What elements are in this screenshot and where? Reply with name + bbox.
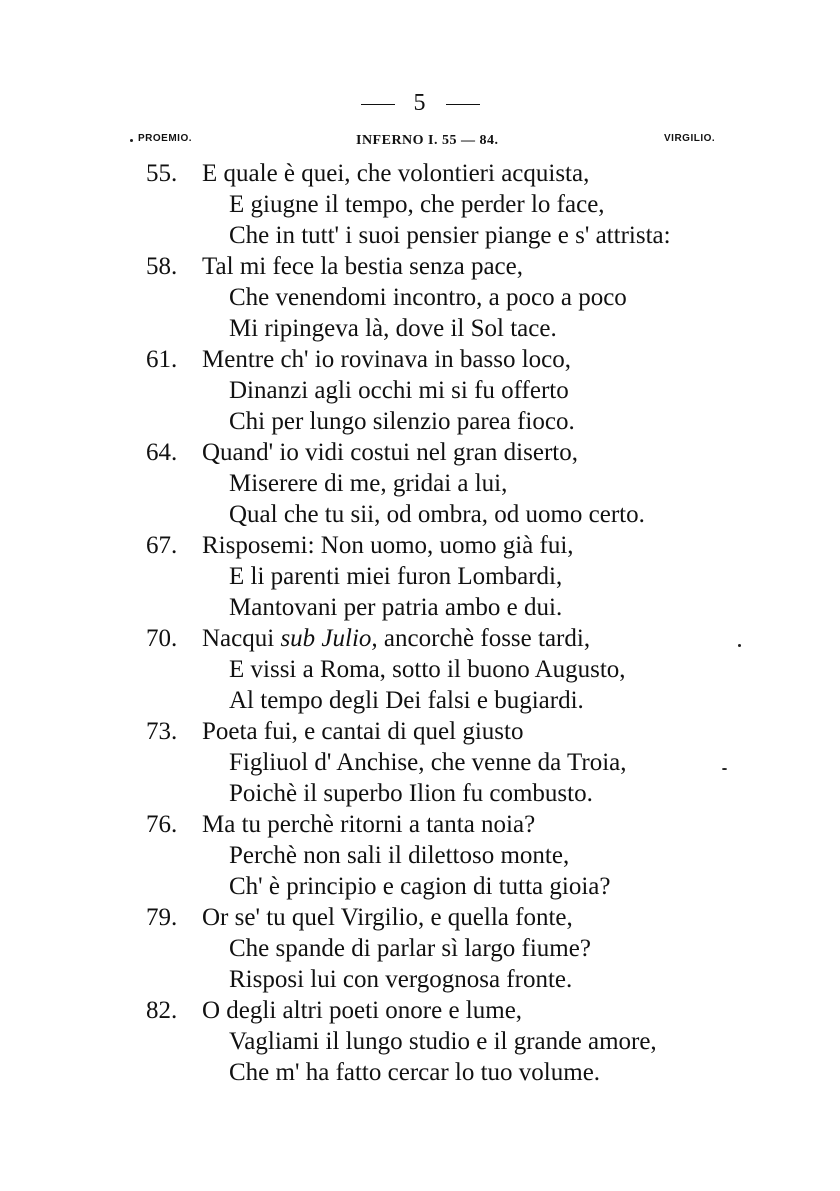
verse-line — [0, 933, 840, 964]
verse-number: 70. — [146, 625, 178, 652]
tercet — [0, 716, 840, 809]
verse-line — [0, 561, 840, 592]
verse-text: Che spande di parlar sì largo fiume? — [229, 935, 591, 962]
verse-text: Che venendomi incontro, a poco a poco — [229, 284, 627, 311]
verse-text: Risposi lui con vergognosa fronte. — [229, 966, 573, 993]
verse-text: Miserere di me, gridai a lui, — [229, 470, 508, 497]
running-head — [0, 133, 840, 153]
running-head-canto: INFERNO I. 55 — 84. — [356, 133, 499, 148]
verse-number: 67. — [146, 532, 178, 559]
tercet — [0, 902, 840, 995]
tercet — [0, 995, 840, 1088]
verse-text: Mentre ch' io rovinava in basso loco, — [202, 346, 571, 373]
page-number — [0, 90, 840, 117]
verse-text: Poeta fui, e cantai di quel giusto — [202, 718, 524, 745]
verse-line — [0, 344, 840, 375]
tercet — [0, 437, 840, 530]
verse-line — [0, 902, 840, 933]
verse-text: E li parenti miei furon Lombardi, — [229, 563, 563, 590]
verse-line — [0, 251, 840, 282]
verse-line — [0, 778, 840, 809]
verse-text-roman: Nacqui — [202, 625, 281, 652]
verse-number: 55. — [146, 160, 178, 187]
verse-number: 64. — [146, 439, 178, 466]
verse-text: Quand' io vidi costui nel gran diserto, — [202, 439, 578, 466]
verse-line — [0, 964, 840, 995]
verse-line — [0, 220, 840, 251]
verse-text: Mantovani per patria ambo e dui. — [229, 594, 563, 621]
print-speck — [738, 644, 741, 647]
verse-line — [0, 840, 840, 871]
verse-number: 82. — [146, 997, 178, 1024]
verse-text: E vissi a Roma, sotto il buono Augusto, — [229, 656, 626, 683]
verse-line — [0, 1026, 840, 1057]
verse-line — [0, 313, 840, 344]
verse-line — [0, 685, 840, 716]
verse-line — [0, 747, 840, 778]
verse-line — [0, 623, 840, 654]
verse-text: Or se' tu quel Virgilio, e quella fonte, — [202, 904, 573, 931]
print-speck — [130, 139, 133, 142]
verse-text: Dinanzi agli occhi mi si fu offerto — [229, 377, 569, 404]
verse-text: Qual che tu sii, od ombra, od uomo certo. — [229, 501, 645, 528]
verse-line — [0, 189, 840, 220]
verse-text-mixed — [202, 623, 590, 654]
verse-line — [0, 406, 840, 437]
running-head-section: PROEMIO. — [138, 133, 193, 144]
verse-body — [0, 158, 840, 1088]
verse-line — [0, 282, 840, 313]
verse-text: Ch' è principio e cagion di tutta gioia? — [229, 873, 611, 900]
verse-number: 61. — [146, 346, 178, 373]
verse-text: Che m' ha fatto cercar lo tuo volume. — [229, 1059, 601, 1086]
verse-text: Tal mi fece la bestia senza pace, — [202, 253, 523, 280]
print-speck — [722, 768, 727, 770]
verse-text: Al tempo degli Dei falsi e bugiardi. — [229, 687, 584, 714]
verse-text: Risposemi: Non uomo, uomo già fui, — [202, 532, 574, 559]
verse-line — [0, 995, 840, 1026]
verse-number: 73. — [146, 718, 178, 745]
verse-line — [0, 654, 840, 685]
verse-line — [0, 468, 840, 499]
page-number-dash-right — [446, 104, 480, 105]
tercet — [0, 530, 840, 623]
verse-text: Vagliami il lungo studio e il grande amore, — [229, 1028, 657, 1055]
page-number-dash-left — [361, 104, 395, 105]
verse-number: 79. — [146, 904, 178, 931]
verse-text: Figliuol d' Anchise, che venne da Troia, — [229, 749, 627, 776]
verse-text: Ma tu perchè ritorni a tanta noia? — [202, 811, 536, 838]
verse-number: 76. — [146, 811, 178, 838]
verse-text: Perchè non sali il dilettoso monte, — [229, 842, 570, 869]
running-head-speaker: VIRGILIO. — [664, 133, 716, 144]
verse-text: E quale è quei, che volontieri acquista, — [202, 160, 590, 187]
verse-text: Chi per lungo silenzio parea fioco. — [229, 408, 575, 435]
verse-text: O degli altri poeti onore e lume, — [202, 997, 523, 1024]
verse-text: Mi ripingeva là, dove il Sol tace. — [229, 315, 557, 342]
verse-text-roman: ancorchè fosse tardi, — [377, 625, 591, 652]
verse-line — [0, 499, 840, 530]
tercet — [0, 251, 840, 344]
tercet — [0, 344, 840, 437]
tercet — [0, 623, 840, 716]
verse-line — [0, 375, 840, 406]
tercet — [0, 158, 840, 251]
verse-line — [0, 530, 840, 561]
verse-line — [0, 1057, 840, 1088]
verse-text: E giugne il tempo, che perder lo face, — [229, 191, 605, 218]
verse-number: 58. — [146, 253, 178, 280]
verse-text: Che in tutt' i suoi pensier piange e s' attrista: — [229, 222, 671, 249]
verse-line — [0, 716, 840, 747]
verse-line — [0, 158, 840, 189]
verse-line — [0, 871, 840, 902]
verse-text-italic: sub Julio, — [280, 625, 378, 652]
page-number-value: 5 — [413, 90, 427, 116]
tercet — [0, 809, 840, 902]
verse-text: Poichè il superbo Ilion fu combusto. — [229, 780, 593, 807]
verse-line — [0, 437, 840, 468]
verse-line — [0, 592, 840, 623]
verse-line — [0, 809, 840, 840]
